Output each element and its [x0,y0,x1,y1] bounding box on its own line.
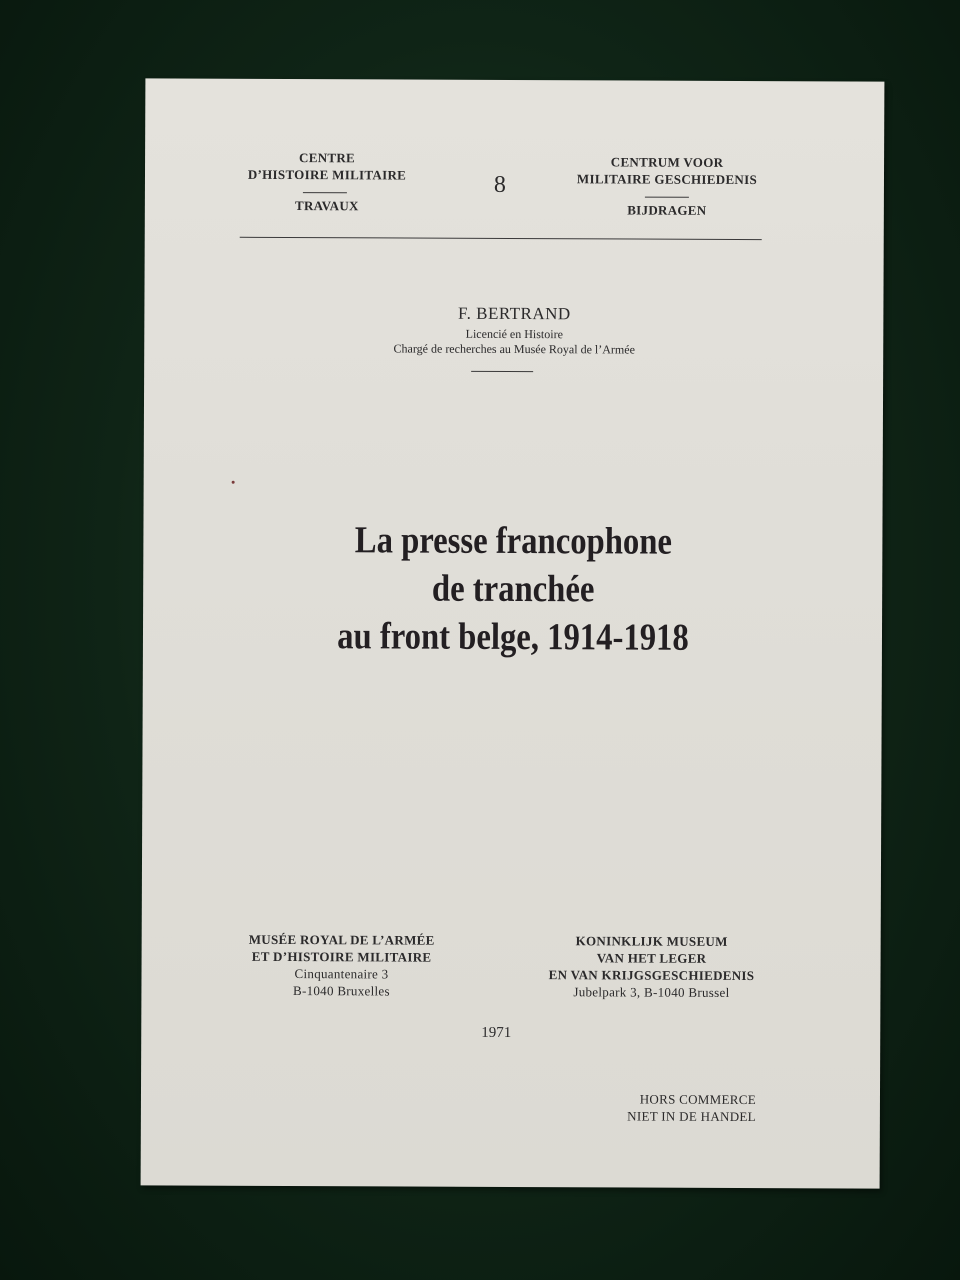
publisher-right-line2: VAN HET LEGER [596,950,707,966]
sale-notice-nl: NIET IN DE HANDEL [627,1108,756,1125]
publisher-left-line1: MUSÉE ROYAL DE L’ARMÉE [248,931,435,948]
publisher-right-line3: EN VAN KRIJGSGESCHIEDENIS [548,967,755,984]
paper-speck [232,481,235,484]
book-title [213,516,814,663]
author-position: Chargé de recherches au Musée Royal de l’Armée [393,341,635,357]
series-number: 8 [493,171,507,198]
publisher-right-address: Jubelpark 3, B-1040 Brussel [573,984,730,1000]
author-block [324,303,704,358]
sale-notice-fr: HORS COMMERCE [639,1091,757,1108]
publisher-left-address2: B-1040 Bruxelles [292,983,390,999]
author-divider [471,371,533,372]
author-credential: Licencié en Histoire [465,326,563,342]
publisher-left [226,931,456,1000]
header-rule [240,237,762,240]
header-left [232,149,422,215]
title-line-1: La presse francophone [354,519,673,563]
header-right-line2: MILITAIRE GESCHIEDENIS [576,171,758,188]
publisher-right [521,932,781,1001]
header-right-line1: CENTRUM VOOR [610,154,724,170]
header-left-line2: D’HISTOIRE MILITAIRE [247,166,407,183]
publisher-right-line1: KONINKLIJK MUSEUM [575,933,728,949]
header-right-sub: BIJDRAGEN [627,202,707,218]
title-line-3: au front belge, 1914-1918 [337,615,689,659]
header-left-sub: TRAVAUX [294,198,359,214]
header-left-line1: CENTRE [299,150,356,166]
header-right-divider [645,197,689,198]
book-cover [141,78,885,1188]
sale-notice [596,1090,756,1125]
publisher-left-address1: Cinquantenaire 3 [294,966,389,982]
header-left-divider [303,192,347,193]
header-right [557,153,777,219]
publisher-left-line2: ET D’HISTOIRE MILITAIRE [251,948,432,965]
title-line-2: de tranchée [431,567,595,611]
author-name: F. BERTRAND [457,303,571,324]
publication-year: 1971 [481,1024,512,1041]
